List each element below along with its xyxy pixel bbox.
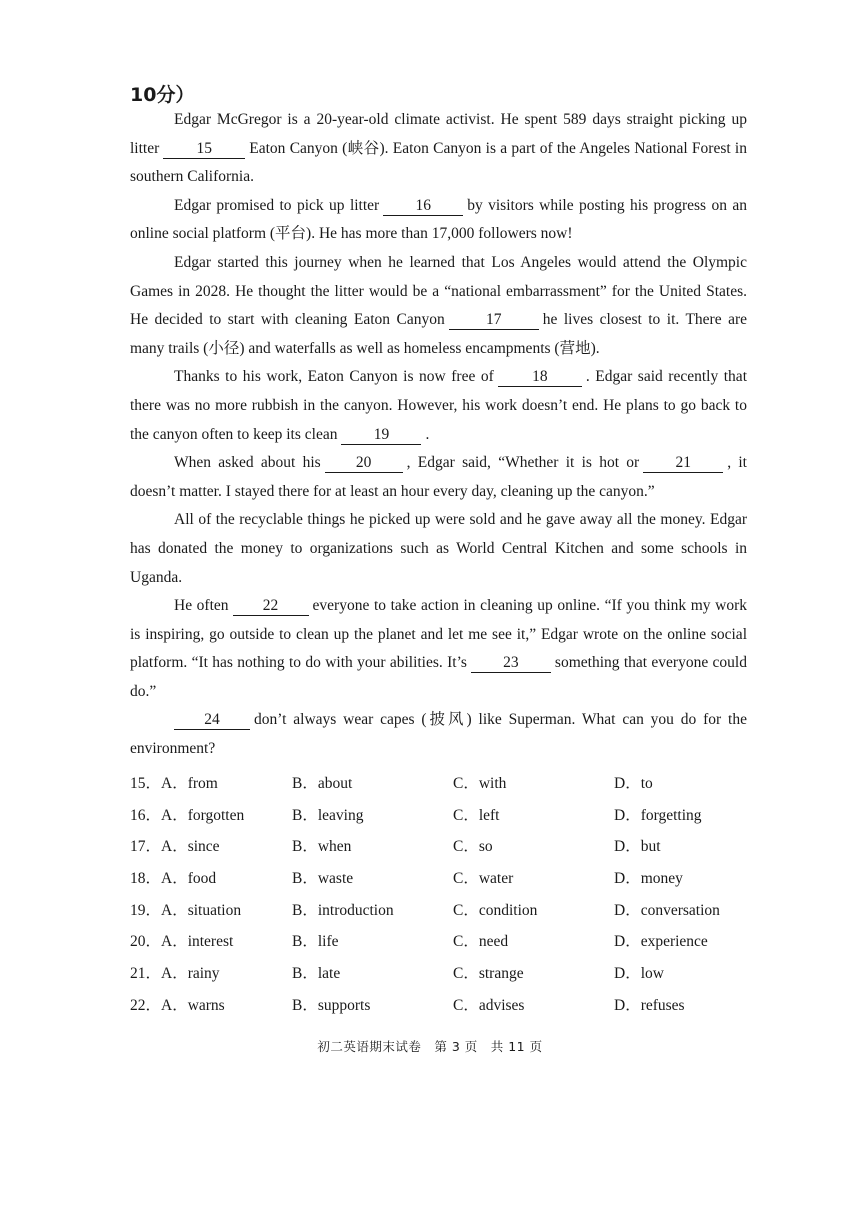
blank-17: 17 — [449, 311, 539, 330]
option-d: D．low — [614, 965, 664, 983]
paragraph-1 — [130, 106, 747, 192]
option-a: A．warns — [161, 996, 225, 1014]
paragraph-text: by visitors while posting his progress on an online social platform (平台). He has more than 17,000 followers now! — [130, 196, 747, 243]
option-d: D．conversation — [614, 901, 720, 919]
question-number: 20． — [130, 933, 162, 951]
paragraph-text: Thanks to his work, Eaton Canyon is now free of — [174, 368, 494, 386]
blank-18: 18 — [498, 368, 582, 387]
option-b: B．leaving — [292, 806, 364, 824]
paragraph-text: Edgar started this journey when he learned that Los Angeles would attend the Olympic Games in 2028. He thought the litter would be a “national embarrassment” for the United States. He decided to start with cleaning Eaton Canyon — [130, 253, 747, 329]
paragraph-text: don’t always wear capes (披风) like Superman. What can you do for the environment? — [130, 711, 747, 758]
option-c: C．with — [453, 775, 507, 792]
paragraph-8 — [130, 706, 747, 763]
option-a: A．rainy — [161, 965, 220, 983]
option-a: A．food — [161, 870, 217, 888]
cloze-passage — [130, 106, 747, 764]
section-heading: 10分） — [130, 84, 195, 106]
blank-15: 15 — [163, 140, 245, 159]
paragraph-text: Edgar promised to pick up litter — [174, 196, 380, 214]
option-b: B．late — [292, 965, 341, 983]
question-number: 16． — [130, 806, 162, 824]
paragraph-text: All of the recyclable things he picked up were sold and he gave away all the money. Edgar has donated the money to organizations such as World Central Kitchen and some schools in Uganda. — [130, 511, 747, 586]
option-row-19 — [130, 898, 770, 930]
option-row-20 — [130, 929, 770, 961]
option-b: B．introduction — [292, 901, 394, 919]
option-row-18 — [130, 866, 770, 898]
paragraph-text: , Edgar said, “Whether it is hot or — [406, 454, 640, 472]
option-row-21 — [130, 961, 770, 993]
paragraph-5 — [130, 449, 747, 506]
option-row-15 — [130, 771, 770, 803]
blank-16: 16 — [383, 197, 463, 216]
paragraph-text: . Edgar said recently that there was no more rubbish in the canyon. However, his work doesn’t end. He plans to go back to the canyon often to keep its clean — [130, 368, 747, 443]
options-list — [130, 771, 770, 1025]
paragraph-text: When asked about his — [174, 454, 321, 472]
option-b: B．life — [292, 933, 339, 951]
blank-20: 20 — [325, 454, 403, 473]
option-a: A．forgotten — [161, 806, 245, 824]
option-d: D．money — [614, 870, 683, 888]
paragraph-4 — [130, 363, 747, 449]
question-number: 15． — [130, 775, 162, 792]
option-b: B．supports — [292, 996, 371, 1014]
option-row-16 — [130, 803, 770, 835]
option-a: A．from — [161, 775, 218, 792]
paragraph-3 — [130, 249, 747, 363]
option-d: D．refuses — [614, 996, 685, 1014]
paragraph-text: . — [425, 425, 430, 443]
option-c: C．need — [453, 933, 509, 951]
option-d: D．to — [614, 775, 653, 792]
option-row-22 — [130, 993, 770, 1025]
option-a: A．interest — [161, 933, 234, 951]
question-number: 18． — [130, 870, 162, 888]
paragraph-text: He often — [174, 597, 229, 615]
option-c: C．condition — [453, 901, 538, 919]
option-c: C．advises — [453, 996, 525, 1014]
option-b: B．waste — [292, 870, 354, 888]
page-footer: 初二英语期末试卷 第 3 页 共 11 页 — [317, 1039, 543, 1054]
option-c: C．so — [453, 838, 493, 856]
option-d: D．but — [614, 838, 661, 856]
paragraph-text: Edgar McGregor is a 20-year-old climate activist. He spent 589 days straight picking up litter — [130, 111, 747, 157]
question-number: 22． — [130, 996, 162, 1014]
option-c: C．water — [453, 870, 514, 888]
option-b: B．when — [292, 838, 352, 856]
blank-24: 24 — [174, 711, 250, 730]
option-c: C．strange — [453, 965, 524, 983]
option-d: D．forgetting — [614, 806, 702, 824]
blank-23: 23 — [471, 654, 551, 673]
paragraph-text: Eaton Canyon (峡谷). Eaton Canyon is a part of the Angeles National Forest in southern California. — [130, 139, 747, 186]
paragraph-7 — [130, 592, 747, 706]
option-row-17 — [130, 834, 770, 866]
blank-19: 19 — [341, 426, 421, 445]
question-number: 19． — [130, 901, 162, 919]
option-a: A．situation — [161, 901, 242, 919]
option-d: D．experience — [614, 933, 708, 951]
paragraph-text: , it doesn’t matter. I stayed there for at least an hour every day, cleaning up the canyon.” — [130, 454, 747, 500]
question-number: 17． — [130, 838, 162, 856]
paragraph-6 — [130, 506, 747, 592]
blank-21: 21 — [643, 454, 723, 473]
paragraph-text: something that everyone could do.” — [130, 654, 747, 700]
paragraph-text: he lives closest to it. There are many trails (小径) and waterfalls as well as homeless encampments (营地). — [130, 311, 747, 357]
paragraph-2 — [130, 192, 747, 249]
option-c: C．left — [453, 806, 500, 824]
option-a: A．since — [161, 838, 220, 856]
option-b: B．about — [292, 775, 353, 792]
paragraph-text: everyone to take action in cleaning up online. “If you think my work is inspiring, go outside to clean up the planet and let me see it,” Edgar wrote on the online social platform. “It has nothing to do with your abilities. It’s — [130, 597, 747, 672]
blank-22: 22 — [233, 597, 309, 616]
question-number: 21． — [130, 965, 162, 983]
